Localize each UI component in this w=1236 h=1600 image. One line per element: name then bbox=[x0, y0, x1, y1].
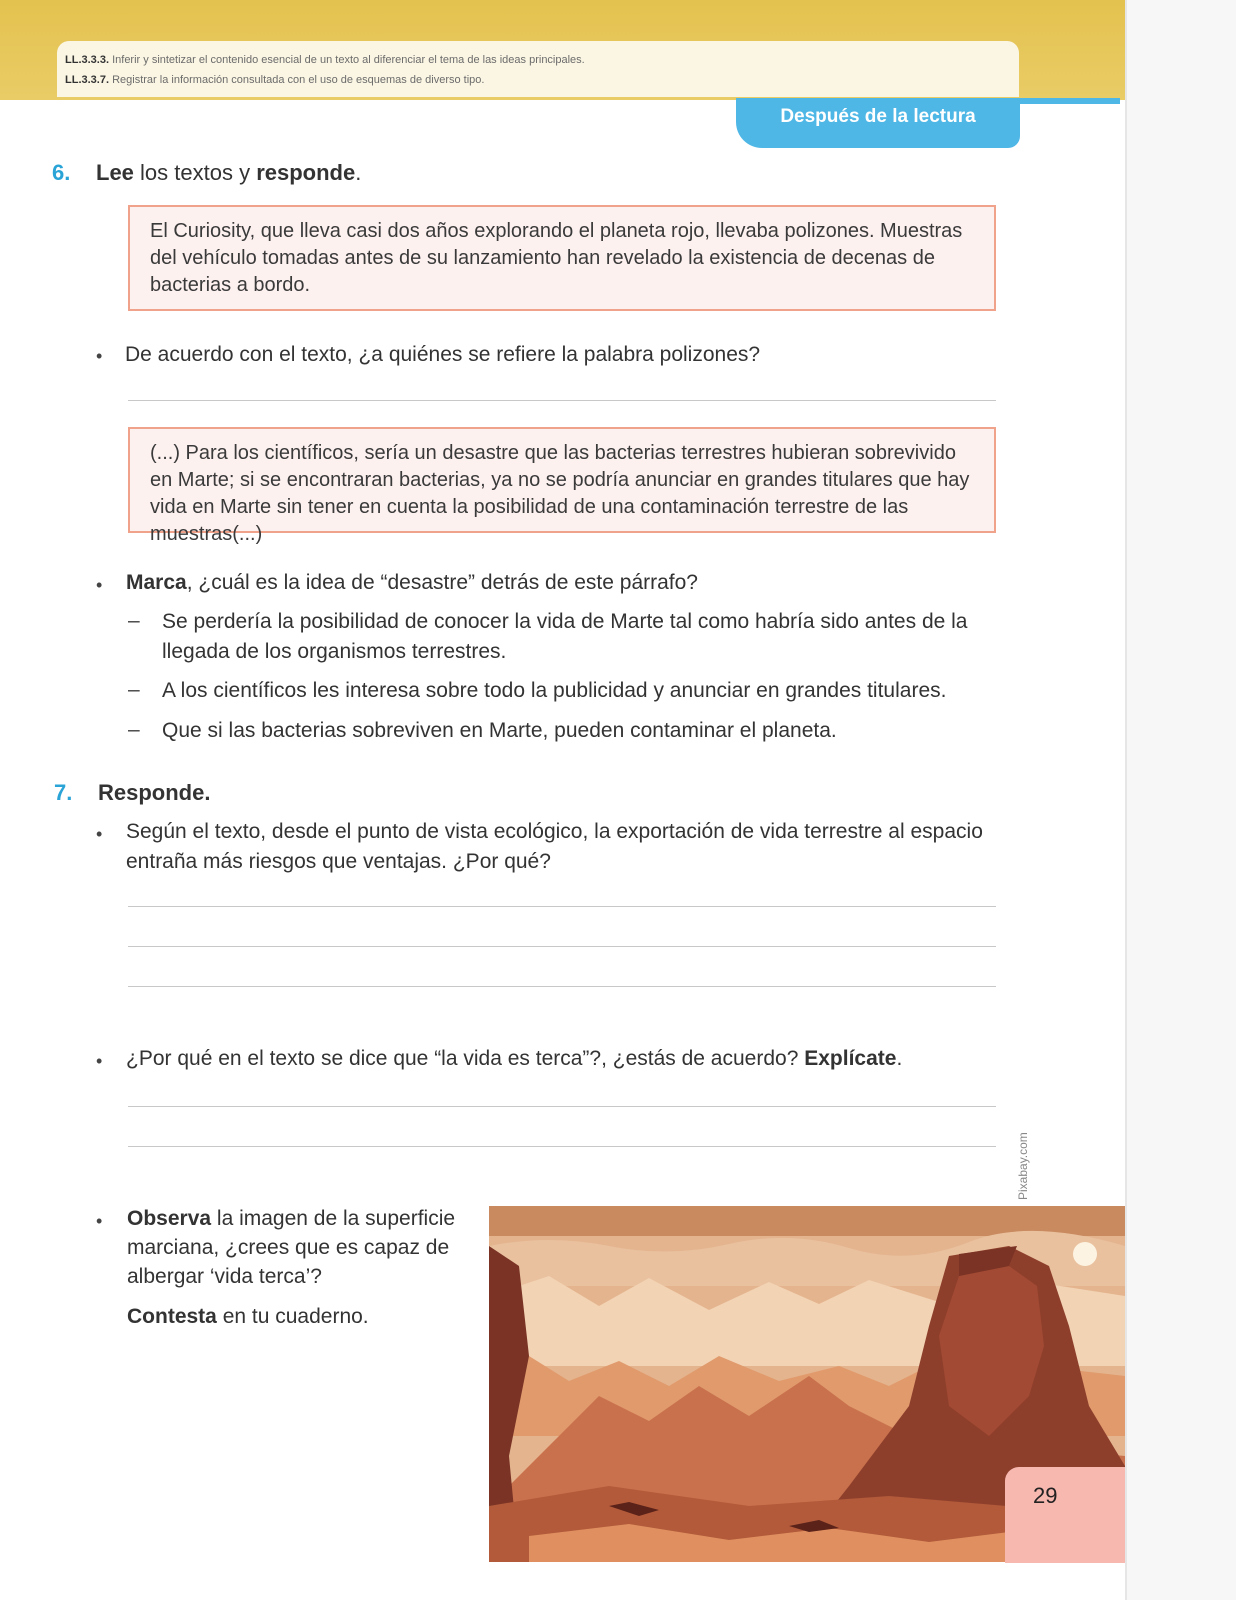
q6-bullet-2 bbox=[126, 568, 986, 598]
option-dash: – bbox=[128, 678, 140, 701]
q7-explicate: Explícate bbox=[804, 1047, 897, 1070]
answer-line[interactable] bbox=[128, 1106, 996, 1107]
q7-contesta: Contesta bbox=[127, 1305, 217, 1328]
question-6-title bbox=[96, 160, 361, 186]
q7-bullet-3-rest: la imagen de la superficie marciana, ¿crees que es capaz de albergar ‘vida terca’? bbox=[127, 1207, 456, 1288]
q6-title-mid: los textos y bbox=[133, 160, 257, 185]
q6-title-responde: responde bbox=[256, 160, 356, 185]
bullet-dot: • bbox=[96, 1051, 103, 1071]
skill-2 bbox=[65, 74, 484, 86]
q7-contesta-line bbox=[127, 1302, 467, 1332]
q6-title-lee: Lee bbox=[96, 160, 134, 185]
image-credit: Pixabay.com bbox=[1016, 1132, 1030, 1200]
quote-box-2: (...) Para los científicos, sería un desastre que las bacterias terrestres hubieran sobrevivido en Marte; si se encontraran bacterias, ya no se podría anunciar en grandes titulares que hay vida en Marte sin tener en cuenta la posibilidad de una contaminación terrestre de las muestras(...) bbox=[128, 427, 996, 533]
bullet-dot: • bbox=[96, 346, 103, 366]
page-number-tab bbox=[1005, 1467, 1125, 1563]
q7-bullet-2-end: . bbox=[896, 1047, 903, 1070]
answer-line[interactable] bbox=[128, 1146, 996, 1147]
q7-bullet-1: Según el texto, desde el punto de vista ecológico, la exportación de vida terrestre al espacio entraña más riesgos que ventajas. ¿Por qué? bbox=[126, 820, 983, 873]
option-1[interactable]: Se perdería la posibilidad de conocer la vida de Marte tal como habría sido antes de la llegada de los organismos terrestres. bbox=[162, 610, 968, 663]
skills-box bbox=[57, 41, 1019, 97]
question-7-title: Responde. bbox=[98, 780, 211, 805]
option-3[interactable]: Que si las bacterias sobreviven en Marte, pueden contaminar el planeta. bbox=[162, 719, 837, 742]
bullet-dot: • bbox=[96, 824, 103, 844]
quote-box-1: El Curiosity, que lleva casi dos años explorando el planeta rojo, llevaba polizones. Muestras del vehículo tomadas antes de su lanzamiento han revelado la existencia de decenas de bacterias a bordo. bbox=[128, 205, 996, 311]
question-7-number: 7. bbox=[54, 780, 73, 805]
answer-line[interactable] bbox=[128, 906, 996, 907]
question-6-number: 6. bbox=[52, 160, 71, 185]
q7-contesta-rest: en tu cuaderno. bbox=[216, 1305, 369, 1328]
skill-1-code: LL.3.3.3. bbox=[65, 54, 110, 66]
page-edge-line bbox=[1125, 0, 1127, 1600]
bullet-dot: • bbox=[96, 575, 103, 595]
q7-bullet-3 bbox=[127, 1204, 467, 1291]
section-tab: Después de la lectura bbox=[736, 98, 1020, 148]
page-number: 29 bbox=[1033, 1483, 1058, 1508]
option-dash: – bbox=[128, 718, 140, 741]
q6-title-end: . bbox=[355, 160, 362, 185]
skill-1 bbox=[65, 54, 585, 66]
skill-2-text: Registrar la información consultada con el uso de esquemas de diverso tipo. bbox=[109, 74, 485, 86]
q7-observa: Observa bbox=[127, 1207, 212, 1230]
option-2[interactable]: A los científicos les interesa sobre todo la publicidad y anunciar en grandes titulares. bbox=[162, 679, 947, 702]
bullet-dot: • bbox=[96, 1211, 103, 1231]
option-dash: – bbox=[128, 609, 140, 632]
q6-bullet-1: De acuerdo con el texto, ¿a quiénes se refiere la palabra polizones? bbox=[125, 343, 761, 366]
skill-1-text: Inferir y sintetizar el contenido esencial de un texto al diferenciar el tema de las ideas principales. bbox=[109, 54, 585, 66]
skill-2-code: LL.3.3.7. bbox=[65, 74, 110, 86]
answer-line[interactable] bbox=[128, 946, 996, 947]
page-edge bbox=[1125, 0, 1236, 1600]
answer-line[interactable] bbox=[128, 986, 996, 987]
q6-bullet-2-rest: , ¿cuál es la idea de “desastre” detrás de este párrafo? bbox=[186, 571, 698, 594]
answer-line[interactable] bbox=[128, 400, 996, 401]
q6-marca: Marca bbox=[126, 571, 187, 594]
q7-bullet-2 bbox=[126, 1044, 992, 1074]
q7-bullet-2-text: ¿Por qué en el texto se dice que “la vida es terca”?, ¿estás de acuerdo? bbox=[126, 1047, 805, 1070]
